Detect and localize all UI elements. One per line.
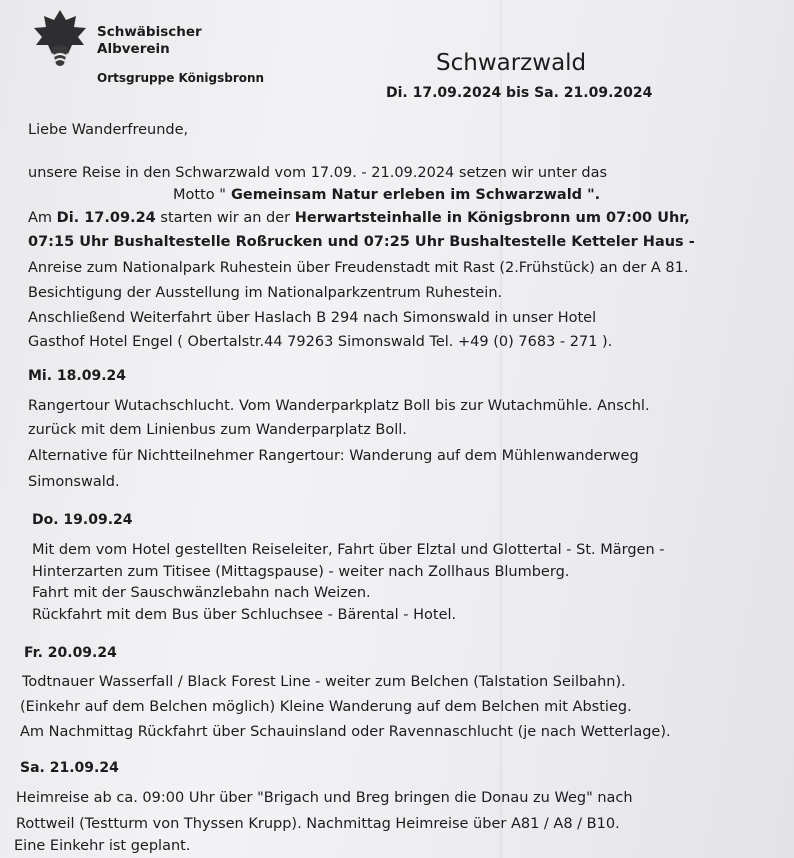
day-thu-line: Mit dem vom Hotel gestellten Reiseleiter, Fahrt über Elztal und Glottertal - St. Märgen - xyxy=(32,542,665,558)
start-text-a: Am xyxy=(28,210,57,226)
start-text-c: starten wir an der xyxy=(155,210,295,226)
day-heading-sat: Sa. 21.09.24 xyxy=(20,760,119,776)
start-line xyxy=(28,208,690,228)
org-name-line1: Schwäbischer xyxy=(97,24,202,40)
day-heading-fri: Fr. 20.09.24 xyxy=(24,645,117,661)
onward-line: Anschließend Weiterfahrt über Haslach B 294 nach Simonswald in unser Hotel xyxy=(28,310,597,326)
motto-bold: Gemeinsam Natur xyxy=(225,187,378,203)
day-thu-line: Hinterzarten zum Titisee (Mittagspause) - weiter nach Zollhaus Blumberg. xyxy=(32,564,570,580)
arrival-line: Anreise zum Nationalpark Ruhestein über Freudenstadt mit Rast (2.Frühstück) an der A 81. xyxy=(28,260,689,276)
greeting: Liebe Wanderfreunde, xyxy=(28,122,189,138)
start-date: Di. 17.09.24 xyxy=(56,210,156,226)
intro-line: unsere Reise in den Schwarzwald vom 17.09. - 21.09.2024 setzen wir unter das xyxy=(28,165,608,181)
page-title: Schwarzwald xyxy=(436,50,587,76)
day-wed-line: Simonswald. xyxy=(28,474,120,490)
day-wed-line: Alternative für Nichtteilnehmer Rangertour: Wanderung auf dem Mühlenwanderweg xyxy=(28,448,639,464)
bus-stops-line: 07:15 Uhr Bushaltestelle Roßrucken und 07:25 Uhr Bushaltestelle Ketteler Haus - xyxy=(28,234,695,250)
day-heading-wed: Mi. 18.09.24 xyxy=(28,368,127,384)
trip-dates: Di. 17.09.2024 bis Sa. 21.09.2024 xyxy=(386,85,653,101)
day-heading-thu: Do. 19.09.24 xyxy=(32,512,133,528)
hotel-line: Gasthof Hotel Engel ( Obertalstr.44 79263 Simonswald Tel. +49 (0) 7683 - 271 ). xyxy=(28,334,613,350)
day-sat-line: Heimreise ab ca. 09:00 Uhr über "Brigach und Breg bringen die Donau zu Weg" nach xyxy=(16,790,633,806)
day-sat-line: Eine Einkehr ist geplant. xyxy=(14,838,191,854)
motto-line xyxy=(173,185,600,205)
local-group: Ortsgruppe Königsbronn xyxy=(97,71,265,85)
day-wed-line: Rangertour Wutachschlucht. Vom Wanderparkplatz Boll bis zur Wutachmühle. Anschl. xyxy=(28,398,650,414)
motto-bold-end: erleben im Schwarzwald ". xyxy=(377,187,601,203)
albverein-logo-icon xyxy=(30,8,90,70)
day-thu-line: Rückfahrt mit dem Bus über Schluchsee - Bärental - Hotel. xyxy=(32,607,457,623)
org-name-line2: Albverein xyxy=(97,41,170,57)
day-fri-line: Todtnauer Wasserfall / Black Forest Line - weiter zum Belchen (Talstation Seilbahn). xyxy=(22,674,626,690)
day-wed-line: zurück mit dem Linienbus zum Wanderparplatz Boll. xyxy=(28,422,407,438)
day-fri-line: (Einkehr auf dem Belchen möglich) Kleine Wanderung auf dem Belchen mit Abstieg. xyxy=(20,699,632,715)
day-sat-line: Rottweil (Testturm von Thyssen Krupp). Nachmittag Heimreise über A81 / A8 / B10. xyxy=(16,816,620,832)
exhibition-line: Besichtigung der Ausstellung im Nationalparkzentrum Ruhestein. xyxy=(28,285,503,301)
day-fri-line: Am Nachmittag Rückfahrt über Schauinsland oder Ravennaschlucht (je nach Wetterlage). xyxy=(20,724,671,740)
start-location: Herwartsteinhalle in Königsbronn um 07:00 Uhr, xyxy=(294,210,690,226)
org-name xyxy=(97,24,202,58)
motto-prefix: Motto " xyxy=(173,187,226,203)
day-thu-line: Fahrt mit der Sauschwänzlebahn nach Weizen. xyxy=(32,585,371,601)
